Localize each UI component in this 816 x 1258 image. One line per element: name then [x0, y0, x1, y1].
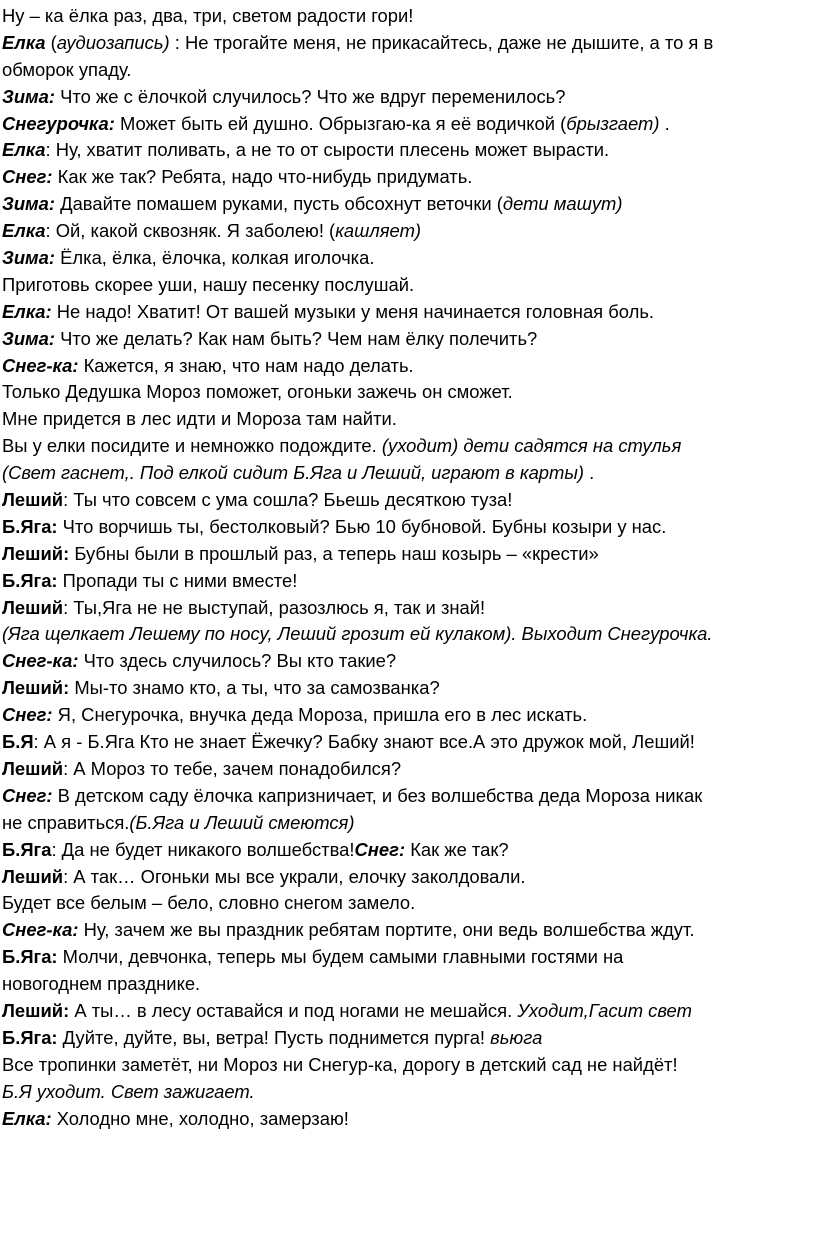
speaker-label: Елка: — [2, 1107, 52, 1129]
text-line — [0, 1106, 816, 1133]
line-text: : А так… Огоньки мы все украли, елочку заколдовали. — [63, 865, 526, 887]
speaker-label: Леший — [2, 757, 64, 779]
stage-direction: (уходит) дети садятся на стулья — [381, 435, 682, 457]
text-line — [0, 621, 816, 648]
text-line — [0, 568, 816, 595]
line-text: Что ворчишь ты, бестолковый? Бью 10 бубновой. Бубны козыри у нас. — [57, 515, 667, 537]
stage-direction: брызгает) — [566, 112, 660, 134]
line-text: : Не трогайте меня, не прикасайтесь, даже не дышите, а то я в — [169, 31, 714, 53]
text-line — [0, 299, 816, 326]
line-text: : Да не будет никакого волшебства! — [51, 838, 355, 860]
text-line — [0, 433, 816, 460]
line-text: . — [659, 112, 670, 134]
text-line — [0, 272, 816, 299]
text-line — [0, 1052, 816, 1079]
text-line — [0, 702, 816, 729]
stage-direction: аудиозапись) — [56, 31, 170, 53]
line-text: Холодно мне, холодно, замерзаю! — [51, 1107, 349, 1129]
text-line — [0, 595, 816, 622]
text-line — [0, 541, 816, 568]
line-text: Пропади ты с ними вместе! — [57, 569, 298, 591]
line-text: : А я - Б.Яга Кто не знает Ёжечку? Бабку знают все.А это дружок мой, Леший! — [33, 731, 695, 753]
stage-direction: (Б.Яга и Леший смеются) — [129, 811, 355, 833]
text-line — [0, 1079, 816, 1106]
line-text: В детском саду ёлочка капризничает, и без волшебства деда Мороза никак — [52, 784, 703, 806]
speaker-label: Снег: — [2, 704, 53, 726]
line-text: Только Дедушка Мороз поможет, огоньки зажечь он сможет. — [2, 381, 513, 403]
line-text: Бубны были в прошлый раз, а теперь наш козырь – «крести» — [69, 542, 599, 564]
speaker-label: Леший — [2, 596, 64, 618]
speaker-label: Зима: — [2, 327, 56, 349]
line-text: Мы-то знамо кто, а ты, что за самозванка? — [69, 677, 440, 699]
speaker-label: Леший: — [2, 677, 70, 699]
line-text: не справиться. — [2, 811, 130, 833]
text-line — [0, 137, 816, 164]
line-text: : А Мороз то тебе, зачем понадобился? — [63, 757, 402, 779]
text-line — [0, 460, 816, 487]
text-line — [0, 729, 816, 756]
stage-direction: (Свет гаснет,. Под елкой сидит Б.Яга и Леший, играют в карты) — [2, 462, 584, 484]
text-line — [0, 998, 816, 1025]
speaker-label: Б.Яга: — [2, 515, 58, 537]
text-line — [0, 191, 816, 218]
speaker-label: Елка — [2, 31, 46, 53]
line-text: : Ну, хватит поливать, а не то от сырости плесень может вырасти. — [45, 139, 610, 161]
line-text: : Ты,Яга не не выступай, разозлюсь я, так и знай! — [63, 596, 486, 618]
line-text: : Ой, какой сквозняк. Я заболею! ( — [45, 220, 336, 242]
text-line — [0, 84, 816, 111]
line-text: ( — [45, 31, 57, 53]
text-line — [0, 917, 816, 944]
line-text: Мне придется в лес идти и Мороза там найти. — [2, 408, 397, 430]
speaker-label: Зима: — [2, 193, 56, 215]
text-line — [0, 245, 816, 272]
line-text: Ну – ка ёлка раз, два, три, светом радости гори! — [2, 5, 414, 26]
speaker-label: Снег: — [2, 784, 53, 806]
text-line — [0, 3, 816, 30]
text-line — [0, 111, 816, 138]
speaker-label: Снег-ка: — [2, 919, 79, 941]
text-line — [0, 218, 816, 245]
stage-direction: дети машут) — [502, 193, 623, 215]
line-text: Я, Снегурочка, внучка деда Мороза, пришла его в лес искать. — [52, 704, 588, 726]
text-line — [0, 30, 816, 57]
speaker-label: Б.Яга: — [2, 1026, 58, 1048]
text-line — [0, 890, 816, 917]
line-text: Может быть ей душно. Обрызгаю-ка я её водичкой ( — [114, 112, 567, 134]
stage-direction: Б.Я уходит. Свет зажигает. — [2, 1080, 255, 1102]
speaker-label: Б.Яга: — [2, 946, 58, 968]
speaker-label: Снег-ка: — [2, 650, 79, 672]
line-text: Дуйте, дуйте, вы, ветра! Пусть поднимется пурга! — [57, 1026, 491, 1048]
speaker-label: Елка: — [2, 300, 52, 322]
speaker-label: Леший — [2, 865, 64, 887]
text-line — [0, 944, 816, 971]
line-text: Ёлка, ёлка, ёлочка, колкая иголочка. — [55, 247, 375, 269]
speaker-label: Снегурочка: — [2, 112, 115, 134]
line-text: Как же так? — [405, 838, 509, 860]
text-line — [0, 379, 816, 406]
stage-direction: (Яга щелкает Лешему по носу, Леший грозит ей кулаком). Выходит Снегурочка. — [2, 623, 713, 645]
line-text: Ну, зачем же вы праздник ребятам портите, они ведь волшебства ждут. — [78, 919, 695, 941]
speaker-label: Леший: — [2, 542, 70, 564]
text-line — [0, 406, 816, 433]
speaker-label: Зима: — [2, 85, 56, 107]
text-line — [0, 864, 816, 891]
speaker-label: Снег-ка: — [2, 354, 79, 376]
speaker-label: Б.Яга: — [2, 569, 58, 591]
text-line — [0, 57, 816, 84]
text-line — [0, 783, 816, 810]
line-text: А ты… в лесу оставайся и под ногами не мешайся. — [69, 999, 518, 1021]
speaker-label: Елка — [2, 220, 46, 242]
text-line — [0, 487, 816, 514]
line-text: Приготовь скорее уши, нашу песенку послушай. — [2, 273, 415, 295]
text-line — [0, 971, 816, 998]
stage-direction: кашляет) — [335, 220, 422, 242]
line-text: обморок упаду. — [2, 58, 132, 80]
line-text: Что же с ёлочкой случилось? Что же вдруг переменилось? — [55, 85, 566, 107]
line-text: Будет все белым – бело, словно снегом замело. — [2, 892, 416, 914]
speaker-label: Зима: — [2, 247, 56, 269]
speaker-label: Леший — [2, 489, 64, 511]
text-line — [0, 514, 816, 541]
line-text: : Ты что совсем с ума сошла? Бьешь десяткою туза! — [63, 489, 513, 511]
text-line — [0, 353, 816, 380]
line-text: Вы у елки посидите и немножко подождите. — [2, 435, 382, 457]
text-line — [0, 810, 816, 837]
text-line — [0, 164, 816, 191]
stage-direction: вьюга — [490, 1026, 543, 1048]
speaker-label: Елка — [2, 139, 46, 161]
line-text: Как же так? Ребята, надо что-нибудь придумать. — [52, 166, 473, 188]
text-line — [0, 648, 816, 675]
speaker-label: Снег: — [354, 838, 406, 860]
text-line — [0, 837, 816, 864]
text-line — [0, 1025, 816, 1052]
text-line — [0, 756, 816, 783]
speaker-label: Б.Я — [2, 731, 34, 753]
speaker-label: Леший: — [2, 999, 70, 1021]
line-text: Кажется, я знаю, что нам надо делать. — [78, 354, 414, 376]
line-text: Не надо! Хватит! От вашей музыки у меня начинается головная боль. — [51, 300, 655, 322]
stage-direction: Уходит,Гасит свет — [517, 999, 692, 1021]
text-line — [0, 675, 816, 702]
line-text: . — [584, 462, 595, 484]
speaker-label: Б.Яга — [2, 838, 52, 860]
line-text: Молчи, девчонка, теперь мы будем самыми главными гостями на — [57, 946, 624, 968]
speaker-label: Снег: — [2, 166, 53, 188]
line-text: Все тропинки заметёт, ни Мороз ни Снегур-ка, дорогу в детский сад не найдёт! — [2, 1053, 678, 1075]
line-text: Что здесь случилось? Вы кто такие? — [78, 650, 397, 672]
text-line — [0, 326, 816, 353]
line-text: новогоднем празднике. — [2, 973, 201, 995]
line-text: Что же делать? Как нам быть? Чем нам ёлку полечить? — [55, 327, 538, 349]
line-text: Давайте помашем руками, пусть обсохнут веточки ( — [55, 193, 503, 215]
